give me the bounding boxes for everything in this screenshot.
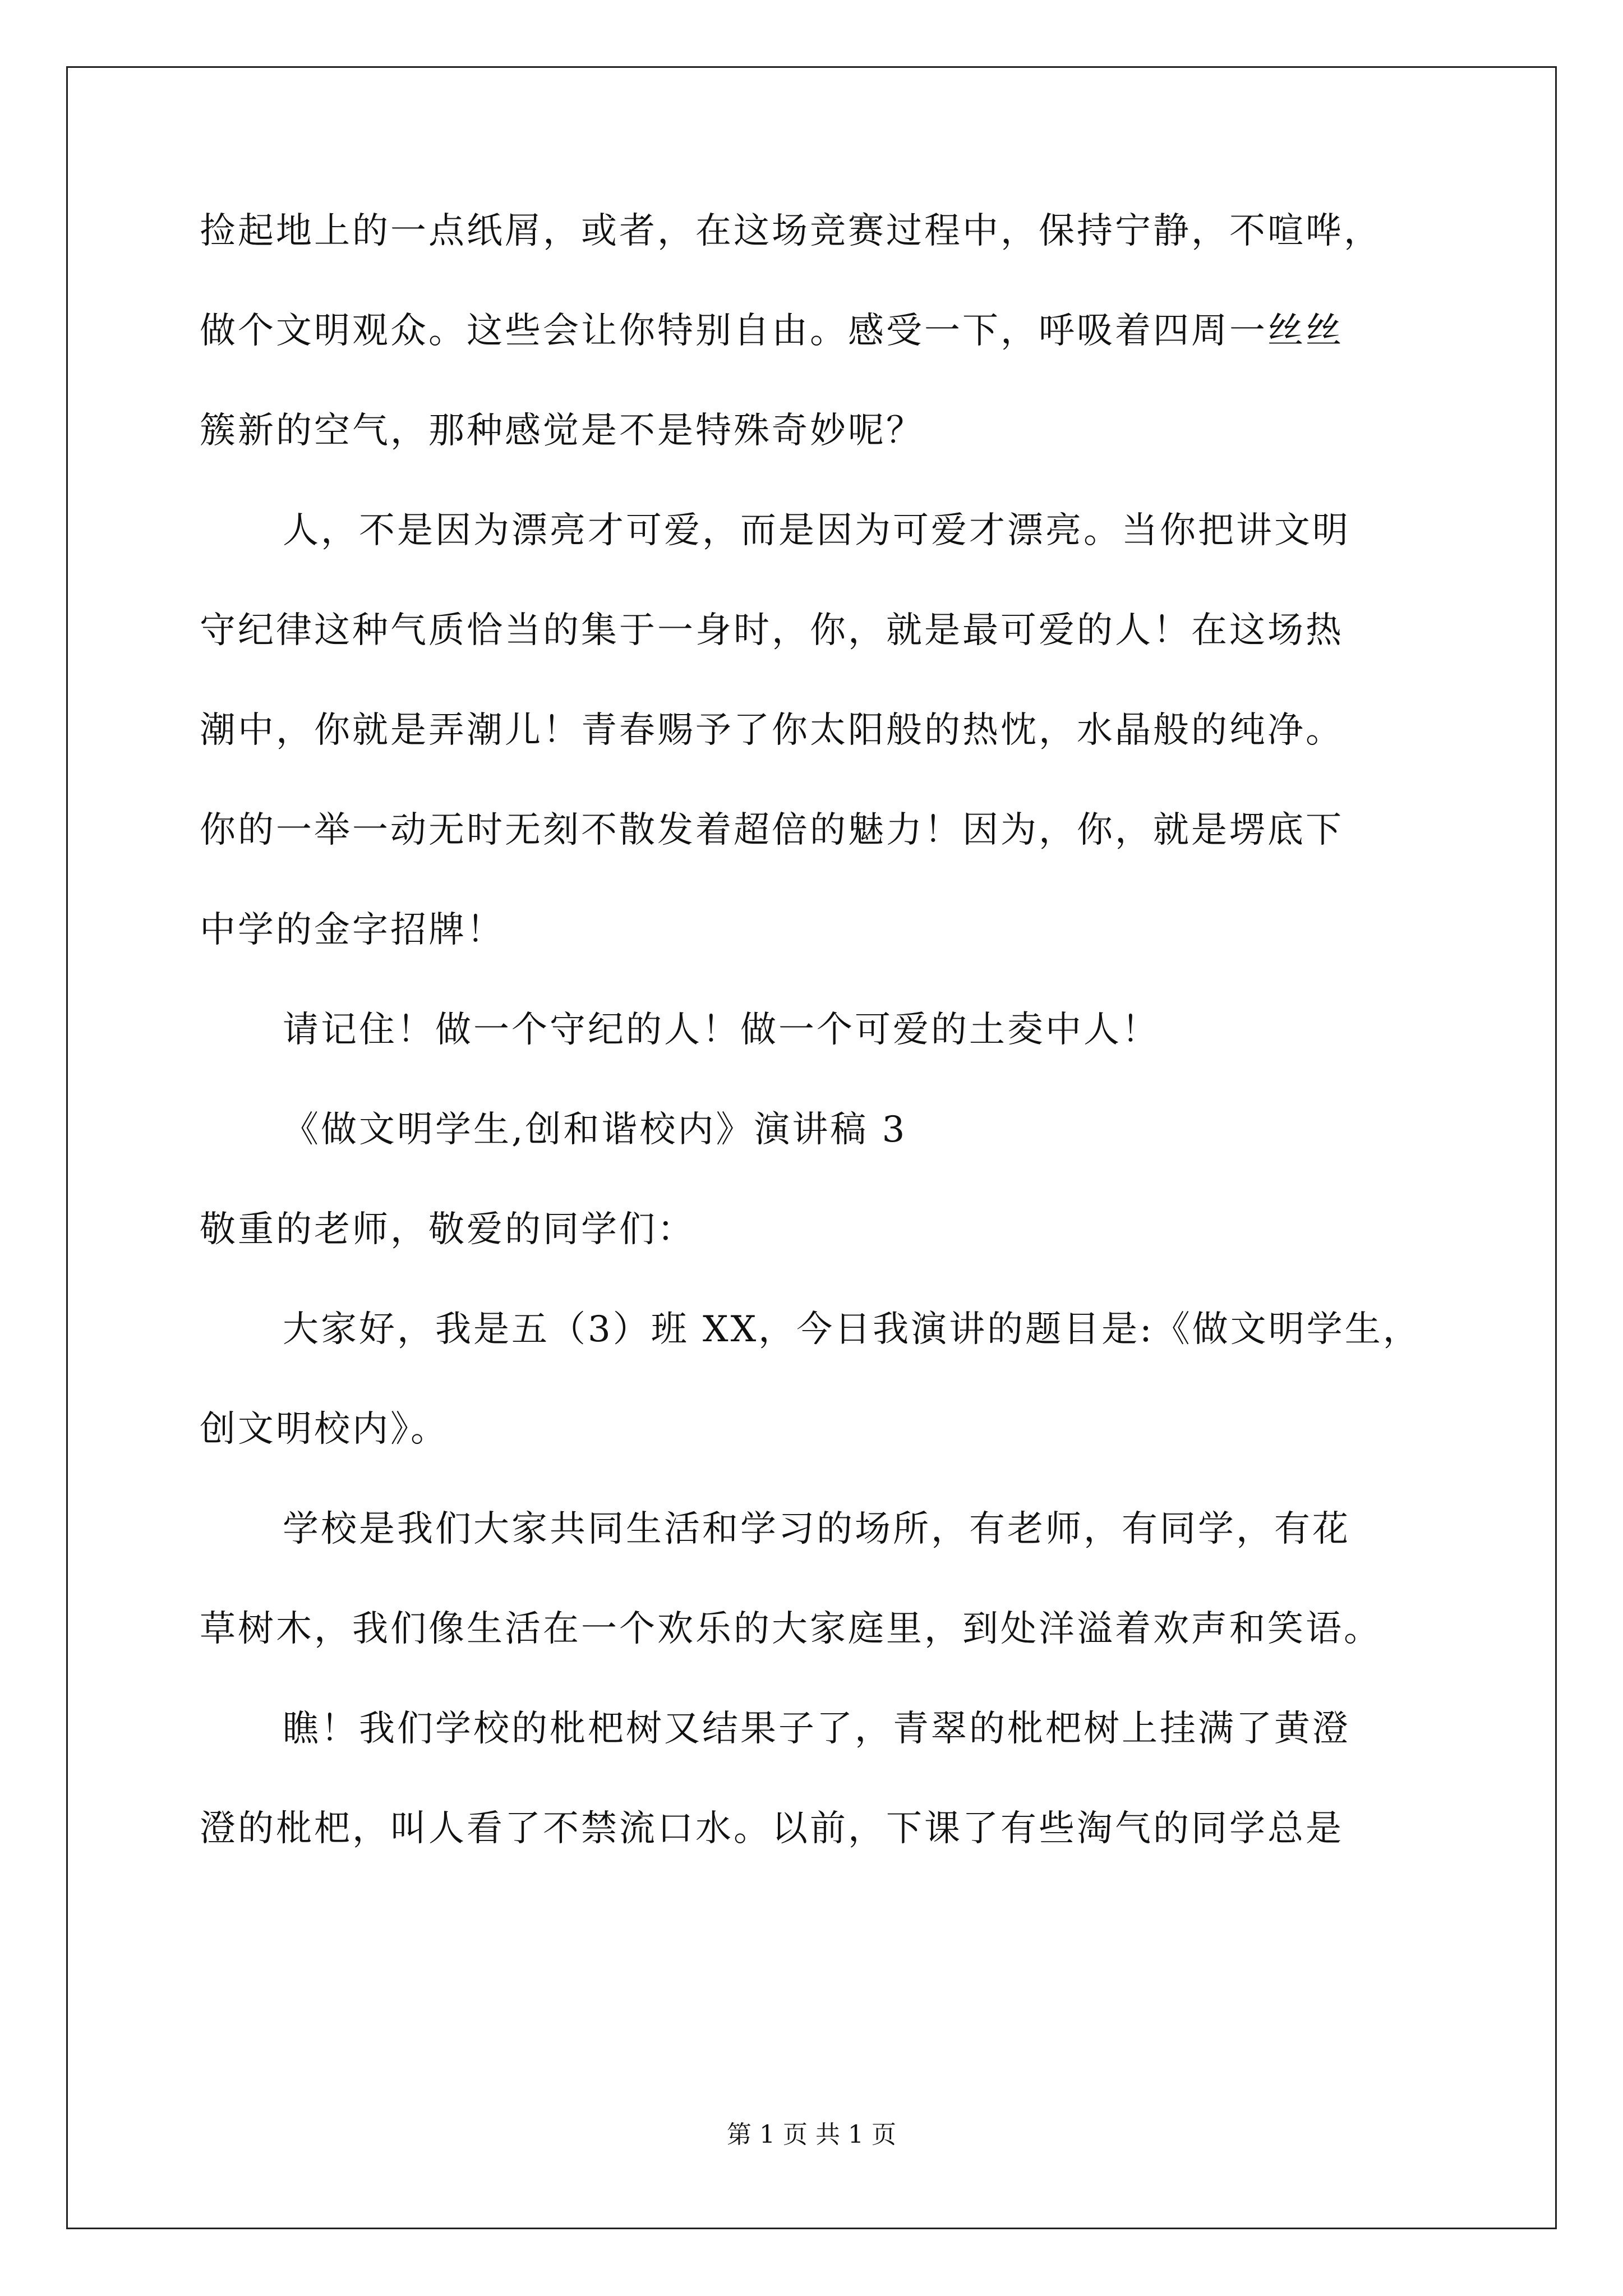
text-line: 做个文明观众。这些会让你特别自由。感受一下，呼吸着四周一丝丝	[200, 310, 1344, 352]
section-title: 《做文明学生,创和谐校内》演讲稿 3	[283, 1109, 907, 1151]
text-line: 学校是我们大家共同生活和学习的场所，有老师，有同学，有花	[283, 1508, 1350, 1550]
text-line: 瞧！我们学校的枇杷树又结果子了，青翠的枇杷树上挂满了黄澄	[283, 1708, 1350, 1750]
text-line: 人，不是因为漂亮才可爱，而是因为可爱才漂亮。当你把讲文明	[283, 510, 1350, 551]
text-line: 中学的金字招牌！	[200, 909, 505, 951]
text-line: 草树木，我们像生活在一个欢乐的大家庭里，到处洋溢着欢声和笑语。	[200, 1608, 1382, 1650]
text-line: 簇新的空气，那种感觉是不是特殊奇妙呢？	[200, 410, 924, 452]
text-line: 请记住！做一个守纪的人！做一个可爱的土夌中人！	[283, 1009, 1160, 1051]
page-footer: 第 1 页 共 1 页	[727, 2120, 896, 2149]
salutation: 敬重的老师，敬爱的同学们：	[200, 1209, 695, 1250]
text-line: 守纪律这种气质恰当的集于一身时，你，就是最可爱的人！在这场热	[200, 610, 1344, 651]
text-line: 大家好，我是五（3）班 XX，今日我演讲的题目是:《做文明学生，	[283, 1309, 1421, 1350]
text-line: 你的一举一动无时无刻不散发着超倍的魅力！因为，你，就是塄底下	[200, 809, 1344, 851]
text-line: 捡起地上的一点纸屑，或者，在这场竞赛过程中，保持宁静，不喧哗，	[200, 210, 1382, 252]
text-line: 创文明校内》。	[200, 1409, 449, 1450]
text-line: 澄的枇杷，叫人看了不禁流口水。以前，下课了有些淘气的同学总是	[200, 1808, 1344, 1849]
text-line: 潮中，你就是弄潮儿！青春赐予了你太阳般的热忱，水晶般的纯净。	[200, 710, 1344, 751]
